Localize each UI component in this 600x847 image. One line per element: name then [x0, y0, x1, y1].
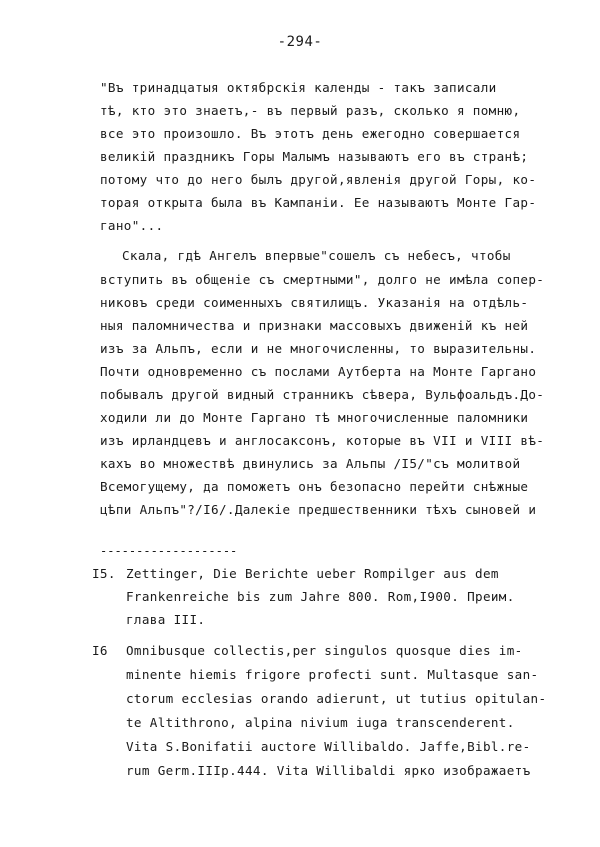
body-line: Всемогущему, да поможетъ онъ безопасно перейти снѣжные [100, 479, 529, 494]
body-line: великій праздникъ Горы Малымъ называютъ его въ странѣ; [100, 149, 529, 164]
body-line: торая открыта была въ Кампаніи. Ее называютъ Монте Гар- [100, 195, 537, 210]
footnote-number: I5. [92, 566, 116, 581]
body-line: изъ ирландцевъ и англосаксонъ, которые въ VII и VIII вѣ- [100, 433, 545, 448]
body-line: никовъ среди соименныхъ святилищъ. Указанія на отдѣль- [100, 295, 529, 310]
body-line: Скала, гдѣ Ангелъ впервые"сошелъ съ небесъ, чтобы [122, 248, 511, 263]
body-line: потому что до него былъ другой,явленія другой Горы, ко- [100, 172, 537, 187]
body-line: Почти одновременно съ послами Аутберта на Монте Гаргано [100, 364, 537, 379]
body-line: гано"... [100, 218, 164, 233]
body-line: кахъ во множествѣ двинулись за Альпы /I5/"съ молитвой [100, 456, 521, 471]
footnote-line: Vita S.Bonifatii auctore Willibaldo. Jaffe,Bibl.re- [126, 739, 531, 754]
body-line: "Въ тринадцатыя октябрскія календы - такъ записали [100, 80, 497, 95]
body-line: ныя паломничества и признаки массовыхъ движеній къ ней [100, 318, 529, 333]
body-line: ходили ли до Монте Гаргано тѣ многочисленные паломники [100, 410, 529, 425]
page-number: -294- [277, 34, 323, 50]
body-line: цѣпи Альпъ"?/I6/.Далекіе предшественники тѣхъ сыновей и [100, 502, 537, 517]
footnote-separator: ------------------- [100, 544, 238, 558]
footnote-line: minente hiemis frigore profecti sunt. Multasque san- [126, 667, 539, 682]
footnote-line: Omnibusque collectis,per singulos quosque dies im- [126, 643, 523, 658]
footnote-line: te Altithrono, alpina nivium iuga transcenderent. [126, 715, 515, 730]
body-line: побывалъ другой видный странникъ сѣвера, Вульфоальдъ.До- [100, 387, 545, 402]
body-line: изъ за Альпъ, если и не многочисленны, то выразительны. [100, 341, 537, 356]
footnote-line: ctorum ecclesias orando adierunt, ut tutius opitulan- [126, 691, 547, 706]
body-line: вступить въ общеніе съ смертными", долго не имѣла сопер- [100, 272, 545, 287]
footnote-number: I6 [92, 643, 108, 658]
footnote-line: rum Germ.IIIp.444. Vita Willibaldi ярко изображаетъ [126, 763, 531, 778]
footnote-line: глава III. [126, 612, 206, 627]
body-line: тѣ, кто это знаетъ,- въ первый разъ, сколько я помню, [100, 103, 521, 118]
footnote-line: Zettinger, Die Berichte ueber Rompilger aus dem [126, 566, 499, 581]
body-line: все это произошло. Въ этотъ день ежегодно совершается [100, 126, 521, 141]
footnote-line: Frankenreiche bis zum Jahre 800. Rom,I900. Преим. [126, 589, 515, 604]
